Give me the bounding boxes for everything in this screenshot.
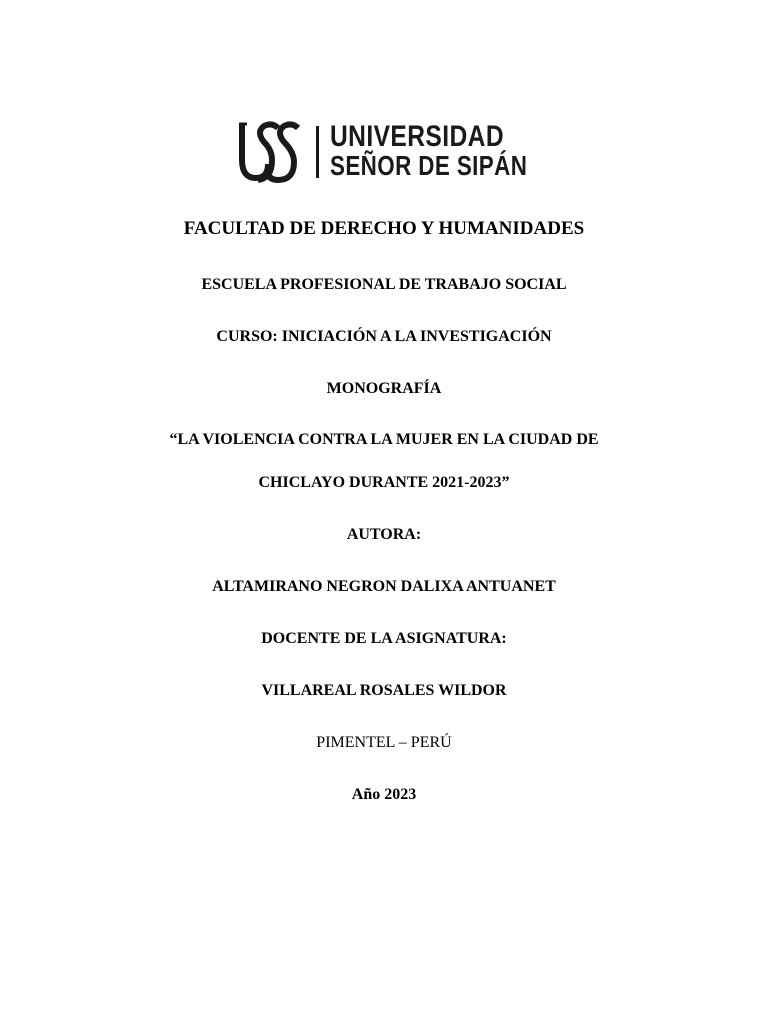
document-type: MONOGRAFÍA [326, 380, 442, 397]
location: PIMENTEL – PERÚ [316, 734, 452, 751]
uss-monogram-logo [238, 120, 304, 184]
author-label: AUTORA: [346, 526, 422, 543]
school-heading: ESCUELA PROFESIONAL DE TRABAJO SOCIAL [201, 276, 567, 293]
course-heading: CURSO: INICIACIÓN A LA INVESTIGACIÓN [216, 328, 552, 345]
university-name-line2: SEÑOR DE SIPÁN [330, 150, 528, 181]
year: Año 2023 [351, 786, 417, 803]
university-name-line1: UNIVERSIDAD [330, 120, 505, 153]
university-logo [238, 120, 538, 184]
logo-divider [316, 126, 319, 178]
document-title-line2: CHICLAYO DURANTE 2021-2023” [258, 474, 510, 491]
document-title-line1: “LA VIOLENCIA CONTRA LA MUJER EN LA CIUDAD DE [169, 431, 599, 448]
teacher-name: VILLAREAL ROSALES WILDOR [261, 682, 507, 699]
author-name: ALTAMIRANO NEGRON DALIXA ANTUANET [212, 578, 556, 595]
teacher-label: DOCENTE DE LA ASIGNATURA: [261, 630, 507, 647]
faculty-heading: FACULTAD DE DERECHO Y HUMANIDADES [183, 218, 585, 239]
